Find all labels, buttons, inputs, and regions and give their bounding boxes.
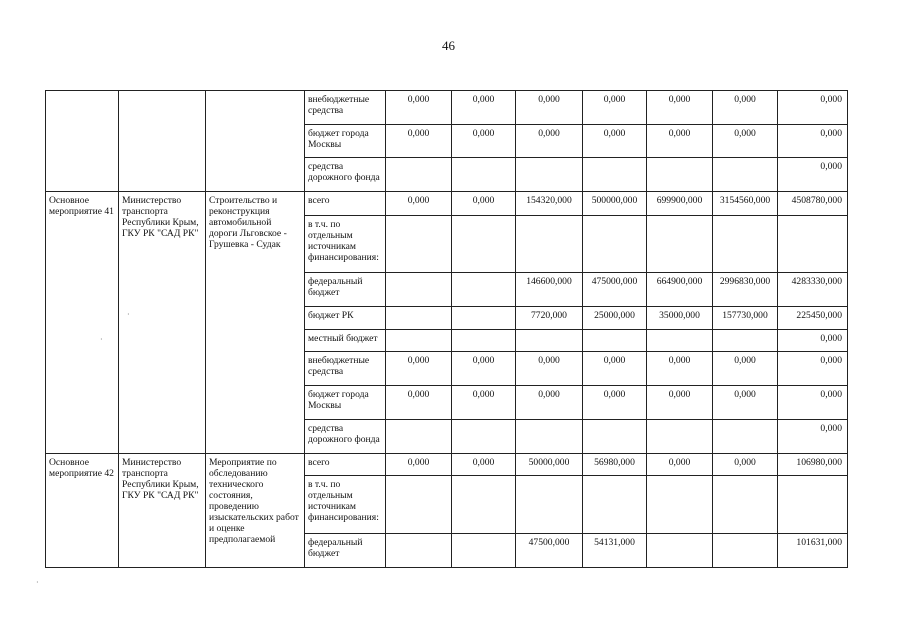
amount-cell: 0,000: [452, 454, 516, 476]
funding-source-cell: в т.ч. по отдельным источникам финансирования:: [305, 216, 386, 273]
amount-cell: [386, 534, 452, 568]
amount-cell: 157730,000: [713, 307, 778, 330]
amount-cell: 0,000: [583, 125, 647, 158]
amount-cell: [386, 158, 452, 192]
amount-cell: [647, 534, 713, 568]
amount-cell: [516, 158, 583, 192]
amount-cell: [583, 158, 647, 192]
scan-speck: ·: [36, 578, 39, 587]
funding-source-cell: федеральный бюджет: [305, 273, 386, 307]
amount-cell: 0,000: [713, 386, 778, 420]
funding-source-cell: федеральный бюджет: [305, 534, 386, 568]
amount-cell: 0,000: [647, 91, 713, 125]
funding-source-cell: внебюджетные средства: [305, 352, 386, 386]
amount-cell: [647, 330, 713, 352]
funding-source-cell: в т.ч. по отдельным источникам финансирования:: [305, 476, 386, 534]
funding-source-cell: бюджет города Москвы: [305, 125, 386, 158]
executor-cell: Министерство транспорта Республики Крым, ГКУ РК "САД РК": [119, 192, 206, 454]
measure-name-cell: Основное мероприятие 42: [46, 454, 119, 568]
amount-cell: 3154560,000: [713, 192, 778, 216]
amount-cell: [452, 534, 516, 568]
amount-cell: [583, 216, 647, 273]
measure-name-cell: [46, 91, 119, 192]
amount-cell: [516, 330, 583, 352]
amount-cell: 25000,000: [583, 307, 647, 330]
scan-speck: ·: [100, 335, 103, 344]
amount-cell: 0,000: [516, 386, 583, 420]
amount-cell: 0,000: [778, 352, 848, 386]
amount-cell: [452, 476, 516, 534]
amount-cell: 0,000: [583, 91, 647, 125]
amount-cell: 0,000: [386, 454, 452, 476]
amount-cell: [452, 158, 516, 192]
amount-cell: 0,000: [778, 125, 848, 158]
amount-cell: [583, 330, 647, 352]
amount-cell: [713, 330, 778, 352]
amount-cell: 0,000: [386, 352, 452, 386]
amount-cell: 4283330,000: [778, 273, 848, 307]
amount-cell: [386, 330, 452, 352]
amount-cell: 35000,000: [647, 307, 713, 330]
amount-cell: 0,000: [386, 91, 452, 125]
amount-cell: 0,000: [647, 386, 713, 420]
amount-cell: 225450,000: [778, 307, 848, 330]
amount-cell: 56980,000: [583, 454, 647, 476]
amount-cell: 0,000: [452, 352, 516, 386]
amount-cell: 0,000: [778, 420, 848, 454]
table-row: [46, 454, 848, 476]
funding-source-cell: всего: [305, 454, 386, 476]
amount-cell: [647, 158, 713, 192]
executor-cell: Министерство транспорта Республики Крым, ГКУ РК "САД РК": [119, 454, 206, 568]
page-number: 46: [442, 38, 455, 53]
amount-cell: 0,000: [452, 125, 516, 158]
executor-cell: [119, 91, 206, 192]
description-cell: Строительство и реконструкция автомобильной дороги Льговское - Грушевка - Судак: [206, 192, 305, 454]
amount-cell: [386, 216, 452, 273]
amount-cell: 101631,000: [778, 534, 848, 568]
amount-cell: [778, 216, 848, 273]
amount-cell: 154320,000: [516, 192, 583, 216]
amount-cell: [713, 420, 778, 454]
amount-cell: [386, 420, 452, 454]
funding-source-cell: внебюджетные средства: [305, 91, 386, 125]
amount-cell: [713, 158, 778, 192]
amount-cell: 0,000: [386, 386, 452, 420]
amount-cell: [778, 476, 848, 534]
amount-cell: [452, 307, 516, 330]
amount-cell: [386, 273, 452, 307]
amount-cell: 0,000: [713, 352, 778, 386]
amount-cell: [713, 534, 778, 568]
amount-cell: 475000,000: [583, 273, 647, 307]
amount-cell: 106980,000: [778, 454, 848, 476]
amount-cell: 0,000: [452, 192, 516, 216]
amount-cell: [452, 420, 516, 454]
amount-cell: 664900,000: [647, 273, 713, 307]
amount-cell: 0,000: [778, 386, 848, 420]
funding-source-cell: бюджет города Москвы: [305, 386, 386, 420]
amount-cell: 0,000: [452, 386, 516, 420]
amount-cell: [516, 420, 583, 454]
funding-source-cell: средства дорожного фонда: [305, 158, 386, 192]
amount-cell: 0,000: [778, 330, 848, 352]
amount-cell: 0,000: [583, 352, 647, 386]
amount-cell: 0,000: [386, 192, 452, 216]
amount-cell: [452, 330, 516, 352]
amount-cell: [452, 273, 516, 307]
amount-cell: [583, 476, 647, 534]
amount-cell: [516, 476, 583, 534]
amount-cell: 0,000: [516, 91, 583, 125]
amount-cell: 500000,000: [583, 192, 647, 216]
funding-source-cell: местный бюджет: [305, 330, 386, 352]
amount-cell: [647, 420, 713, 454]
amount-cell: [713, 216, 778, 273]
amount-cell: 0,000: [713, 91, 778, 125]
amount-cell: 7720,000: [516, 307, 583, 330]
amount-cell: 0,000: [386, 125, 452, 158]
amount-cell: [583, 420, 647, 454]
amount-cell: 0,000: [713, 125, 778, 158]
amount-cell: 0,000: [647, 454, 713, 476]
amount-cell: 2996830,000: [713, 273, 778, 307]
amount-cell: [386, 476, 452, 534]
amount-cell: 0,000: [516, 352, 583, 386]
amount-cell: 0,000: [713, 454, 778, 476]
amount-cell: 0,000: [778, 91, 848, 125]
amount-cell: 0,000: [452, 91, 516, 125]
funding-source-cell: всего: [305, 192, 386, 216]
amount-cell: [647, 476, 713, 534]
amount-cell: 0,000: [778, 158, 848, 192]
budget-table: [45, 90, 848, 568]
table-row: [46, 91, 848, 125]
amount-cell: 0,000: [516, 125, 583, 158]
funding-source-cell: средства дорожного фонда: [305, 420, 386, 454]
amount-cell: [516, 216, 583, 273]
amount-cell: [386, 307, 452, 330]
amount-cell: 0,000: [583, 386, 647, 420]
amount-cell: [647, 216, 713, 273]
amount-cell: 0,000: [647, 125, 713, 158]
amount-cell: 4508780,000: [778, 192, 848, 216]
amount-cell: 47500,000: [516, 534, 583, 568]
amount-cell: 54131,000: [583, 534, 647, 568]
amount-cell: [452, 216, 516, 273]
description-cell: Мероприятие по обследованию технического состояния, проведению изыскательских работ и оценке предполагаемой: [206, 454, 305, 568]
amount-cell: 699900,000: [647, 192, 713, 216]
amount-cell: 146600,000: [516, 273, 583, 307]
amount-cell: 0,000: [647, 352, 713, 386]
table-row: [46, 192, 848, 216]
amount-cell: 50000,000: [516, 454, 583, 476]
funding-source-cell: бюджет РК: [305, 307, 386, 330]
measure-name-cell: Основное мероприятие 41: [46, 192, 119, 454]
amount-cell: [713, 476, 778, 534]
scan-speck: ·: [127, 310, 130, 319]
description-cell: [206, 91, 305, 192]
